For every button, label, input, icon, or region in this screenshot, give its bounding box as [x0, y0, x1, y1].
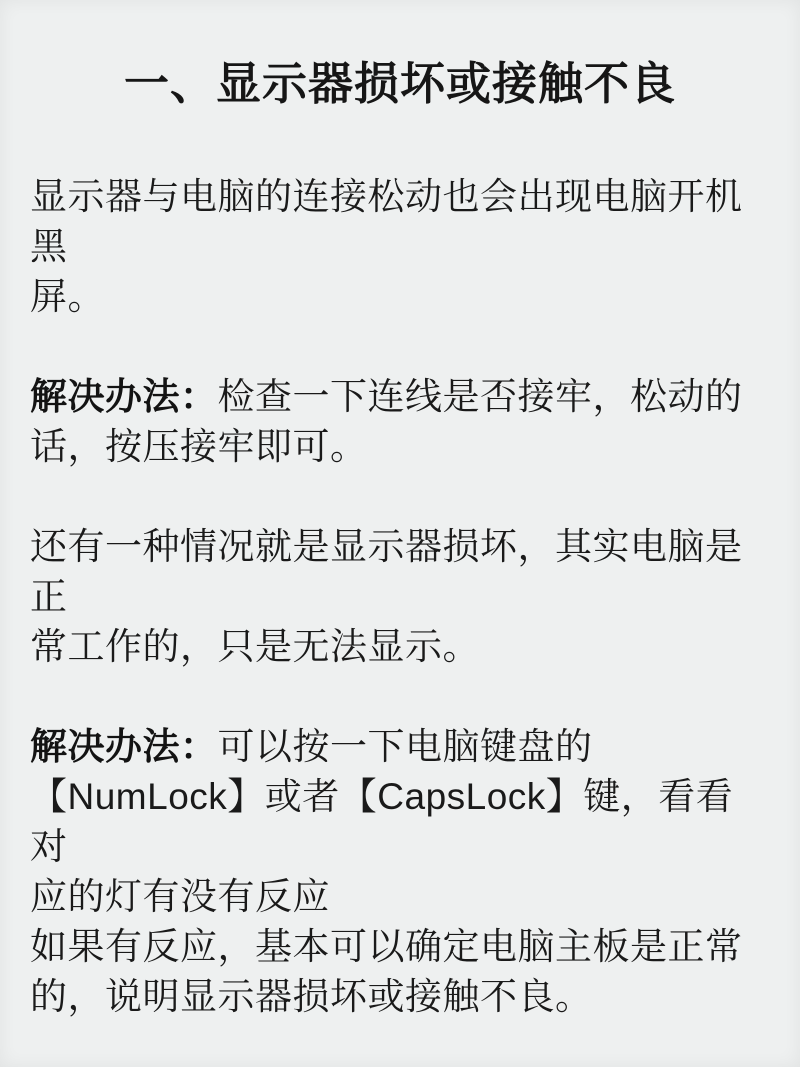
text-line: 的，说明显示器损坏或接触不良。: [30, 976, 593, 1017]
text-line: 常工作的，只是无法显示。: [30, 626, 480, 667]
text-line: 还有一种情况就是显示器损坏，其实电脑是正: [30, 526, 743, 617]
text-line: 屏。: [30, 276, 105, 317]
solution-label: 解决办法：: [30, 376, 218, 417]
text-line: 如果有反应，基本可以确定电脑主板是正常: [30, 926, 743, 967]
text-line: 显示器与电脑的连接松动也会出现电脑开机黑: [30, 176, 743, 267]
paragraph-solution-2: [30, 722, 770, 1022]
paragraph-second-case: [30, 522, 770, 672]
paragraph-intro: [30, 172, 770, 322]
text-line: 【NumLock】或者【CapsLock】键，看看对: [30, 776, 734, 867]
text-line: 应的灯有没有反应: [30, 876, 330, 917]
page-title: 一、显示器损坏或接触不良: [123, 58, 676, 109]
paragraph-solution-1: [30, 372, 770, 472]
text-line: 可以按一下电脑键盘的: [217, 726, 593, 767]
text-line: 检查一下连线是否接牢，松动的: [217, 376, 743, 417]
article-body: [30, 172, 770, 1022]
solution-label: 解决办法：: [30, 726, 218, 767]
text-line: 话，按压接牢即可。: [30, 426, 368, 467]
